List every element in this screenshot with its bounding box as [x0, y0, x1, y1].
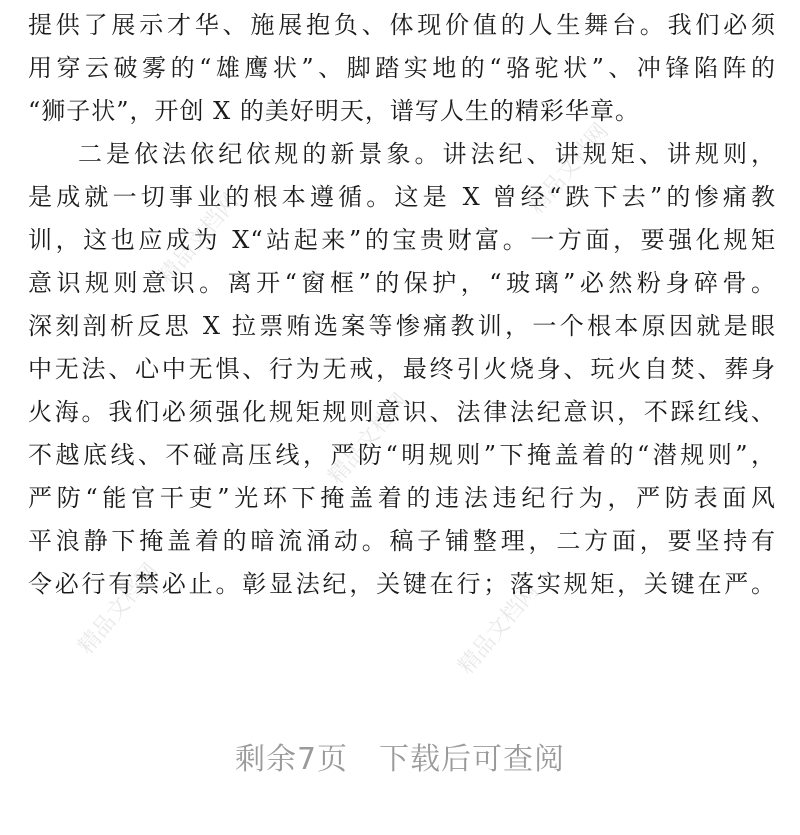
- remaining-pages-notice: 剩余7页 下载后可查阅: [234, 742, 566, 777]
- watermark-text: 精品文档网: [523, 118, 614, 220]
- text-line: 中无法、心中无惧、行为无戒，最终引火烧身、玩火自焚、葬身: [28, 355, 776, 383]
- text-line: 训，这也应成为 X“站起来”的宝贵财富。一方面，要强化规矩: [28, 226, 776, 254]
- watermark-text: 精品文档网: [453, 578, 544, 680]
- text-line: 火海。我们必须强化规矩规则意识、法律法纪意识，不踩红线、: [28, 398, 776, 426]
- text-line: 深刻剖析反思 X 拉票贿选案等惨痛教训，一个根本原因就是眼: [28, 312, 776, 340]
- text-line: 令必行有禁必止。彰显法纪，关键在行；落实规矩，关键在严。: [28, 570, 776, 598]
- document-body: [28, 4, 776, 606]
- text-line: 提供了展示才华、施展抱负、体现价值的人生舞台。我们必须: [28, 11, 776, 39]
- text-line: 平浪静下掩盖着的暗流涌动。稿子铺整理，二方面，要坚持有: [28, 527, 776, 555]
- watermark-text: 精品文档网: [73, 558, 164, 660]
- paragraph-start-line: 二是依法依纪依规的新景象。讲法纪、讲规矩、讲规则，: [78, 140, 776, 168]
- watermark-text: 精品文档网: [153, 188, 244, 290]
- text-line: 意识规则意识。离开“窗框”的保护，“玻璃”必然粉身碎骨。: [28, 269, 776, 297]
- text-line: 不越底线、不碰高压线，严防“明规则”下掩盖着的“潜规则”，: [28, 441, 776, 469]
- text-line: 用穿云破雾的“雄鹰状”、脚踏实地的“骆驼状”、冲锋陷阵的: [28, 54, 776, 82]
- text-line: 严防“能官干吏”光环下掩盖着的违法违纪行为，严防表面风: [28, 484, 776, 512]
- text-line: “狮子状”，开创 X 的美好明天，谱写人生的精彩华章。: [28, 97, 640, 125]
- text-line: 是成就一切事业的根本遵循。这是 X 曾经“跌下去”的惨痛教: [28, 183, 776, 211]
- watermark-text: 精品文档网: [323, 388, 414, 490]
